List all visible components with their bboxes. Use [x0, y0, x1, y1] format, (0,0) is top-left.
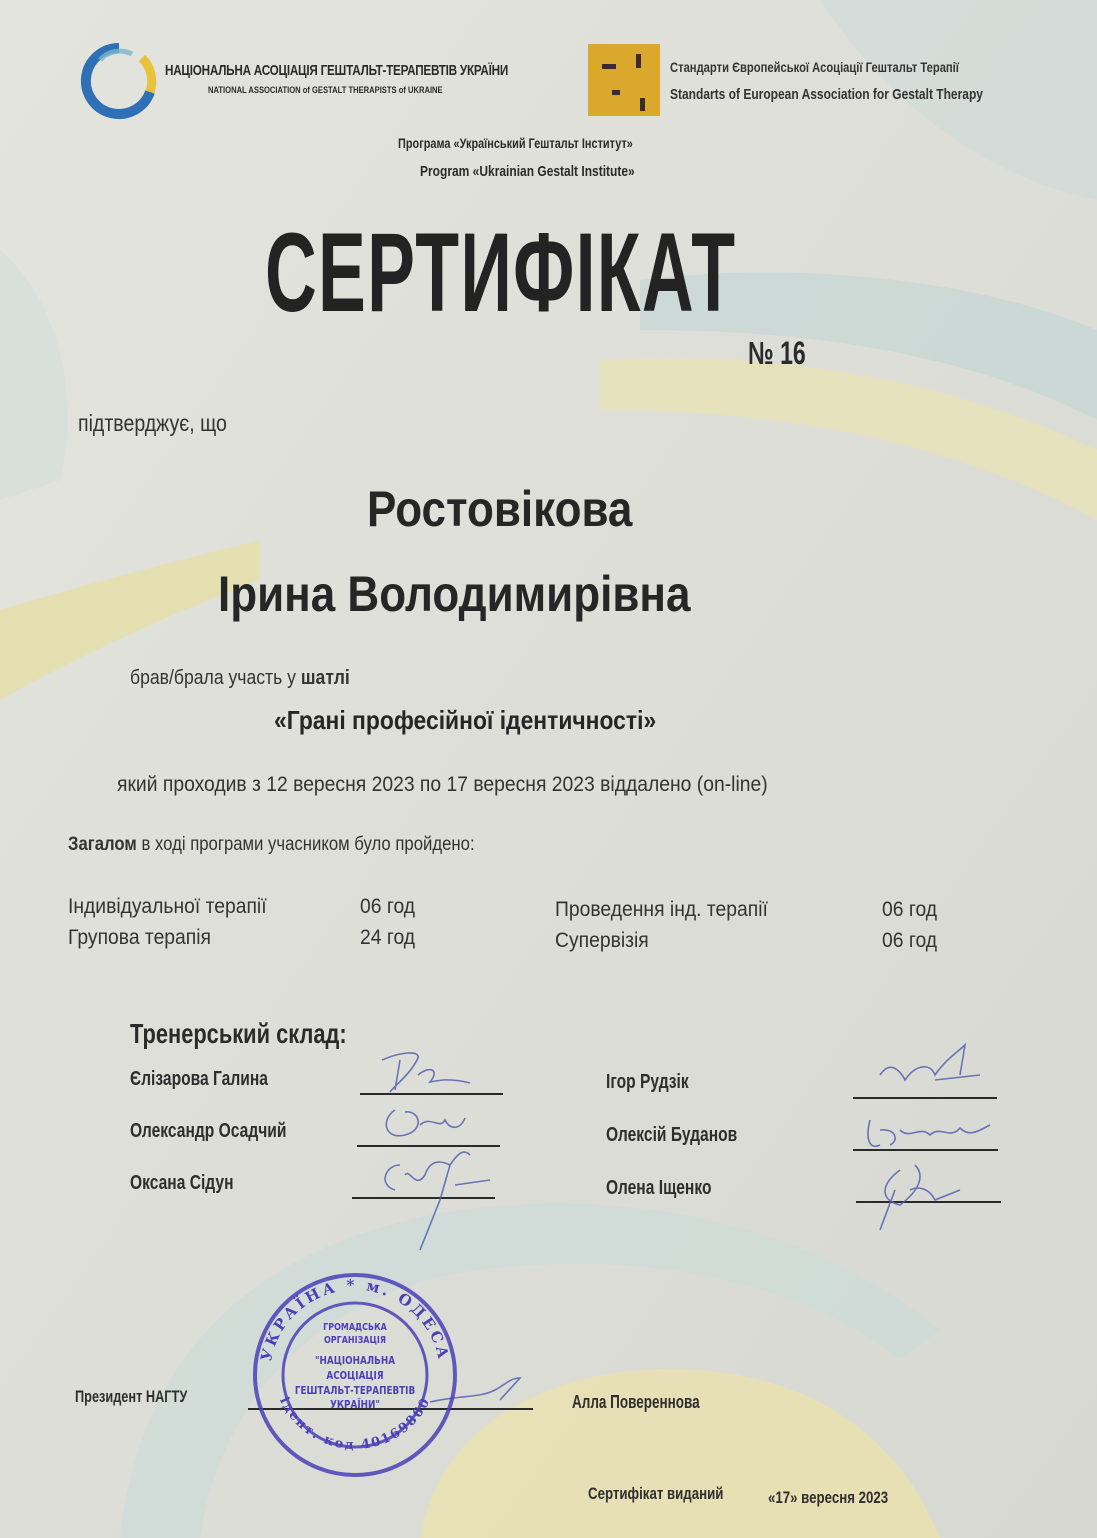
trainer-name: Олексій Буданов — [606, 1124, 738, 1146]
hours-group-value: 24 год — [360, 926, 416, 949]
trainer-name: Олена Іщенко — [606, 1177, 712, 1199]
stamp-line: "НАЦІОНАЛЬНА — [314, 1354, 396, 1367]
issued-date: «17» вересня 2023 — [768, 1488, 889, 1507]
hours-label: Групова терапія — [68, 926, 212, 949]
trainer-name: Оксана Сідун — [130, 1172, 234, 1194]
participation-prefix: брав/брала участь у — [130, 667, 301, 689]
trainer-name: Олександр Осадчий — [130, 1120, 287, 1142]
standards-ua: Стандарти Європейської Асоціації Гештальт Терапії — [670, 59, 959, 75]
event-title: «Грані професійної ідентичності» — [274, 705, 657, 735]
event-dates: який проходив з 12 вересня 2023 по 17 вересня 2023 віддалено (on-line) — [117, 773, 768, 796]
recipient-surname: Ростовікова — [367, 481, 633, 537]
certificate-title: СЕРТИФІКАТ — [265, 210, 737, 335]
program-en: Program «Ukrainian Gestalt Institute» — [420, 163, 635, 180]
confirms-text: підтверджує, що — [78, 410, 227, 436]
org-name-en: NATIONAL ASSOCIATION of GESTALT THERAPISTS of UKRAINE — [208, 85, 443, 96]
stamp-line: АСОЦІАЦІЯ — [326, 1369, 384, 1382]
trainer-name: Ігор Рудзік — [606, 1071, 689, 1093]
summary-rest: в ході програми учасником було пройдено: — [136, 834, 475, 855]
stamp-line: ГЕШТАЛЬТ-ТЕРАПЕВТІВ — [294, 1384, 416, 1397]
svg-text:УКРАЇНА * м. ОДЕСА: УКРАЇНА * м. ОДЕСА — [257, 1275, 453, 1364]
president-label: Президент НАГТУ — [75, 1387, 188, 1406]
svg-text:ідент. код 40169860: ідент. код 40169860 — [276, 1394, 434, 1454]
trainer-name: Єлізарова Галина — [130, 1068, 268, 1090]
hours-supervision-value: 06 год — [882, 929, 938, 952]
official-stamp — [250, 1270, 460, 1480]
org-name-ua: НАЦІОНАЛЬНА АСОЦІАЦІЯ ГЕШТАЛЬТ-ТЕРАПЕВТІВ УКРАЇНИ — [165, 62, 509, 79]
certificate-number: № 16 — [748, 335, 806, 371]
hours-individual-value: 06 год — [360, 895, 416, 918]
program-ua: Програма «Український Гештальт Інститут» — [398, 135, 633, 151]
stamp-line: ГРОМАДСЬКА — [323, 1322, 387, 1333]
hours-label: Супервізія — [555, 929, 649, 952]
standards-en: Standarts of European Association for Gestalt Therapy — [670, 86, 983, 103]
participation-type: шатлі — [300, 667, 350, 689]
recipient-given-names: Ірина Володимирівна — [218, 566, 691, 622]
stamp-line: ОРГАНІЗАЦІЯ — [323, 1335, 387, 1346]
summary-bold: Загалом — [68, 834, 137, 855]
president-name: Алла Поверенн‌ова — [572, 1392, 700, 1412]
issued-label: Сертифікат виданий — [588, 1484, 724, 1503]
trainers-heading: Тренерський склад: — [130, 1018, 347, 1049]
hours-label: Проведення інд. терапії — [555, 898, 768, 921]
hours-label: Індивідуальної терапії — [68, 895, 267, 918]
hours-conducting-value: 06 год — [882, 898, 938, 921]
stamp-line: УКРАЇНИ" — [330, 1398, 380, 1411]
